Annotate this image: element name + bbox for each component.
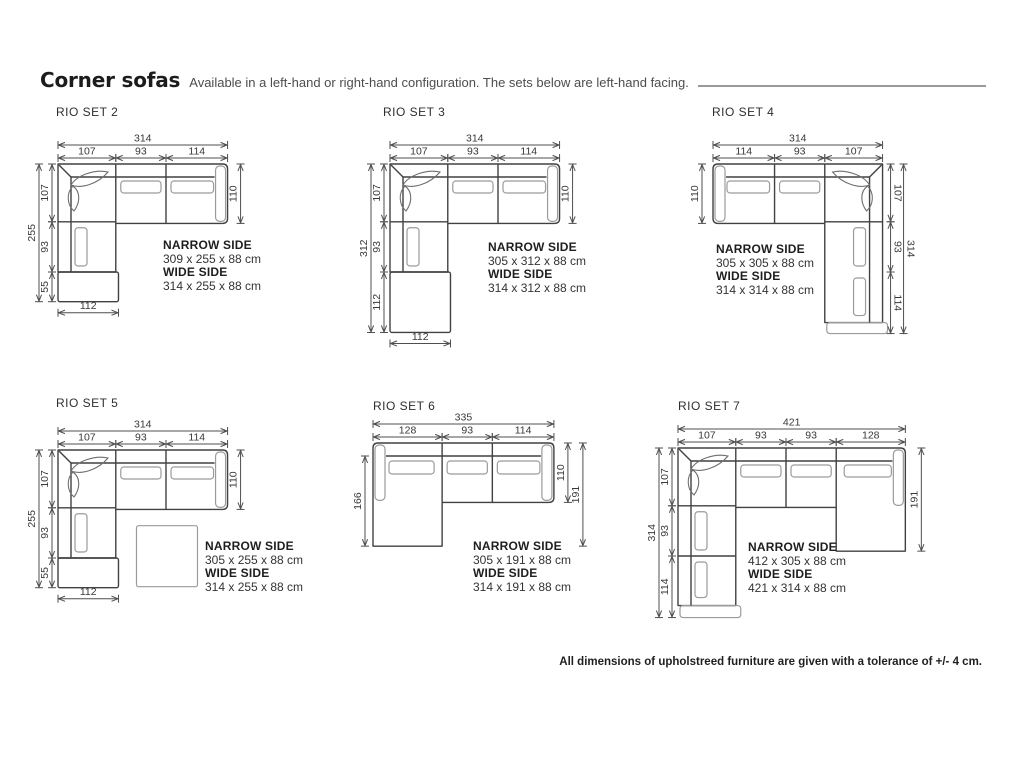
set-title-rio-set-3: RIO SET 3 bbox=[383, 105, 446, 119]
svg-text:110: 110 bbox=[559, 185, 572, 203]
svg-text:107: 107 bbox=[698, 429, 716, 442]
svg-text:314: 314 bbox=[466, 132, 484, 145]
dimension-info bbox=[163, 239, 261, 293]
svg-text:107: 107 bbox=[371, 184, 383, 202]
narrow-side-label: NARROW SIDE bbox=[205, 539, 294, 553]
narrow-side-label: NARROW SIDE bbox=[163, 238, 252, 252]
svg-text:114: 114 bbox=[891, 294, 904, 312]
svg-text:93: 93 bbox=[39, 241, 51, 253]
svg-text:312: 312 bbox=[358, 239, 370, 258]
svg-text:314: 314 bbox=[134, 132, 152, 145]
set-title-rio-set-4: RIO SET 4 bbox=[712, 105, 775, 119]
svg-text:314: 314 bbox=[904, 240, 917, 258]
set-title-rio-set-5: RIO SET 5 bbox=[56, 396, 119, 410]
svg-text:128: 128 bbox=[862, 429, 880, 442]
svg-text:93: 93 bbox=[461, 424, 474, 437]
svg-text:110: 110 bbox=[227, 185, 240, 203]
svg-text:107: 107 bbox=[78, 431, 96, 444]
svg-text:314: 314 bbox=[646, 524, 658, 542]
svg-text:314: 314 bbox=[134, 418, 152, 431]
svg-text:128: 128 bbox=[398, 424, 417, 437]
wide-side-label: WIDE SIDE bbox=[163, 265, 228, 279]
wide-side-dimensions: 421 x 314 x 88 cm bbox=[748, 580, 847, 595]
wide-side-dimensions: 314 x 255 x 88 cm bbox=[205, 579, 304, 594]
svg-text:107: 107 bbox=[844, 145, 863, 158]
svg-text:114: 114 bbox=[514, 424, 532, 437]
svg-text:55: 55 bbox=[39, 567, 51, 579]
narrow-side-dimensions: 305 x 305 x 88 cm bbox=[716, 255, 815, 270]
svg-text:335: 335 bbox=[454, 411, 473, 424]
wide-side-dimensions: 314 x 314 x 88 cm bbox=[716, 282, 815, 297]
wide-side-label: WIDE SIDE bbox=[205, 566, 270, 580]
svg-text:191: 191 bbox=[569, 485, 582, 504]
svg-text:107: 107 bbox=[891, 184, 904, 202]
svg-text:93: 93 bbox=[371, 241, 383, 253]
svg-text:112: 112 bbox=[79, 300, 97, 313]
svg-text:421: 421 bbox=[782, 416, 801, 429]
wide-side-dimensions: 314 x 191 x 88 cm bbox=[473, 579, 572, 594]
narrow-side-dimensions: 309 x 255 x 88 cm bbox=[163, 251, 262, 266]
dimension-info bbox=[716, 243, 814, 297]
narrow-side-dimensions: 305 x 191 x 88 cm bbox=[473, 552, 572, 567]
svg-text:112: 112 bbox=[371, 293, 383, 311]
svg-text:107: 107 bbox=[78, 145, 96, 158]
svg-text:93: 93 bbox=[135, 431, 147, 444]
svg-text:114: 114 bbox=[735, 145, 753, 158]
wide-side-label: WIDE SIDE bbox=[748, 567, 813, 581]
set-title-rio-set-7: RIO SET 7 bbox=[678, 399, 741, 413]
dimension-info bbox=[205, 540, 303, 594]
svg-text:114: 114 bbox=[188, 431, 206, 444]
page-title: Corner sofas bbox=[40, 68, 181, 92]
svg-text:93: 93 bbox=[135, 145, 147, 158]
svg-text:93: 93 bbox=[39, 527, 51, 539]
svg-text:110: 110 bbox=[689, 185, 701, 203]
dimension-info bbox=[488, 241, 586, 295]
narrow-side-dimensions: 412 x 305 x 88 cm bbox=[748, 553, 847, 568]
set-title-rio-set-6: RIO SET 6 bbox=[373, 399, 436, 413]
svg-text:110: 110 bbox=[554, 464, 567, 482]
svg-text:93: 93 bbox=[755, 429, 767, 442]
set-title-rio-set-2: RIO SET 2 bbox=[56, 105, 119, 119]
svg-text:166: 166 bbox=[352, 492, 364, 510]
narrow-side-label: NARROW SIDE bbox=[716, 242, 805, 256]
svg-text:114: 114 bbox=[520, 145, 538, 158]
wide-side-label: WIDE SIDE bbox=[473, 566, 538, 580]
svg-text:114: 114 bbox=[188, 145, 206, 158]
page-subtitle: Available in a left-hand or right-hand configuration. The sets below are left-hand facing. bbox=[189, 75, 689, 90]
dimension-info bbox=[748, 541, 846, 595]
svg-text:112: 112 bbox=[411, 330, 429, 343]
svg-text:255: 255 bbox=[26, 510, 38, 528]
svg-text:93: 93 bbox=[793, 145, 806, 158]
svg-text:107: 107 bbox=[39, 184, 51, 202]
svg-text:107: 107 bbox=[659, 468, 671, 486]
narrow-side-dimensions: 305 x 312 x 88 cm bbox=[488, 253, 587, 268]
wide-side-label: WIDE SIDE bbox=[716, 269, 781, 283]
wide-side-dimensions: 314 x 255 x 88 cm bbox=[163, 278, 262, 293]
narrow-side-label: NARROW SIDE bbox=[488, 240, 577, 254]
dimension-info bbox=[473, 540, 571, 594]
svg-text:107: 107 bbox=[410, 145, 428, 158]
svg-text:314: 314 bbox=[789, 132, 807, 145]
wide-side-dimensions: 314 x 312 x 88 cm bbox=[488, 280, 587, 295]
svg-text:191: 191 bbox=[908, 490, 921, 509]
svg-text:93: 93 bbox=[659, 525, 671, 537]
svg-text:55: 55 bbox=[39, 281, 51, 293]
tolerance-note: All dimensions of upholstreed furniture are given with a tolerance of +/- 4 cm. bbox=[559, 656, 982, 668]
svg-text:93: 93 bbox=[891, 241, 904, 253]
wide-side-label: WIDE SIDE bbox=[488, 267, 553, 281]
svg-text:255: 255 bbox=[26, 224, 38, 242]
narrow-side-label: NARROW SIDE bbox=[748, 540, 837, 554]
svg-text:93: 93 bbox=[805, 429, 817, 442]
svg-text:114: 114 bbox=[659, 578, 671, 596]
narrow-side-label: NARROW SIDE bbox=[473, 539, 562, 553]
svg-text:112: 112 bbox=[79, 586, 97, 599]
svg-text:110: 110 bbox=[227, 471, 240, 489]
svg-text:107: 107 bbox=[39, 470, 51, 488]
svg-text:93: 93 bbox=[467, 145, 479, 158]
narrow-side-dimensions: 305 x 255 x 88 cm bbox=[205, 552, 304, 567]
